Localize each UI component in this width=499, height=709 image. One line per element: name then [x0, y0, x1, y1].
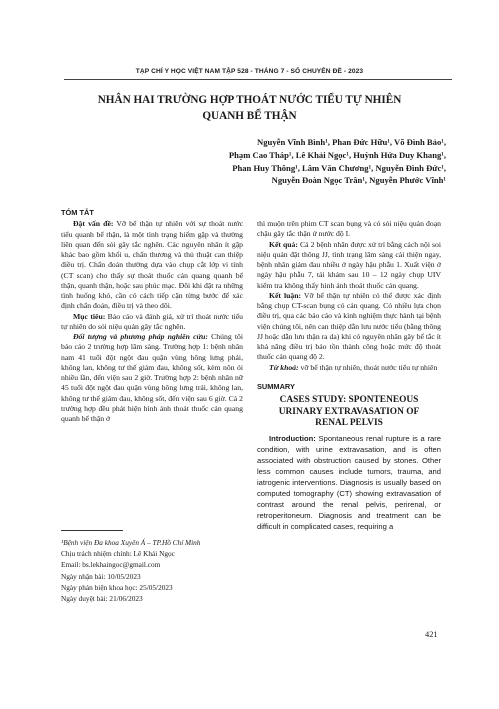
abstract-methods — [61, 332, 243, 424]
title-line-2: QUANH BỂ THẬN — [202, 110, 297, 122]
abstract-background — [61, 219, 243, 311]
responsible-author: Chịu trách nhiệm chính: Lê Khải Ngọc — [61, 549, 175, 559]
abstract-methods-continued: thì muộn trên phim CT scan bụng và có sỏi niệu quản đoạn chậu gây tắc thận ứ nước độ I. — [257, 219, 441, 239]
author-line: Nguyễn Đoàn Ngọc Trân¹, Nguyễn Phước Vĩnh¹ — [271, 175, 446, 186]
text-conclusion: Vỡ bể thận tự nhiên có thể được xác định bằng chụp CT-scan bụng có cản quang. Có nhiều lựa chọn điều trị, qua các báo cáo và kinh nghiệm thực hành tại bệnh viện chúng tôi, nên can thiệp dẫn lưu nước tiểu (bằng thông JJ hoặc dẫn lưu thận ra da) khi có nguyên nhân gây bế tắc ít khả năng điều trị bảo tồn thành công hoặc mức độ thoát thuốc cản quang độ 2. — [257, 290, 441, 362]
abstract-keywords — [257, 363, 441, 373]
summary-introduction — [257, 433, 441, 533]
author-line: Phạm Cao Tháp¹, Lê Khải Ngọc¹, Huỳnh Hứa Duy Khang¹, — [228, 149, 446, 160]
abstract-objective — [61, 312, 243, 333]
lead-methods: Đối tượng và phương pháp nghiên cứu: — [73, 332, 208, 341]
lead-introduction: Introduction: — [269, 433, 316, 443]
text-methods: Chúng tôi báo cáo 2 trường hợp lâm sàng. Trường hợp 1: bệnh nhân nam 41 tuổi đột ngột đau quặn vùng hông lưng phải, không lan, không tư thế giảm đau, không sốt, kèm nôn ói nhiều lần, đến viện sau 2 giờ. Trường hợp 2: bệnh nhân nữ 45 tuổi đột ngột đau quặn vùng hông lưng trái, không lan, không tư thế giảm đau, không sốt, đến viện sau 6 giờ. Cả 2 trường hợp đều phát hiện hình ảnh thoát thuốc cản quang quanh bể thận ở — [61, 332, 243, 423]
date-approved: Ngày duyệt bài: 21/06/2023 — [61, 594, 143, 604]
abstract-heading: TÓM TẮT — [61, 208, 94, 217]
lead-objective: Mục tiêu: — [73, 311, 106, 321]
lead-results: Kết quả: — [269, 239, 298, 249]
lead-conclusion: Kết luận: — [269, 290, 302, 300]
email: Email: bs.lekhaingoc@gmail.com — [61, 560, 161, 570]
date-received: Ngày nhận bài: 10/05/2023 — [61, 571, 141, 581]
abstract-column-right — [257, 219, 441, 532]
author-line: Nguyễn Vĩnh Bình¹, Phan Đức Hữu¹, Võ Đình Bảo¹, — [257, 137, 446, 147]
english-title-line-1: CASES STUDY: SPONTENEOUS — [279, 395, 419, 405]
lead-background: Đặt vấn đề: — [73, 219, 114, 229]
journal-header: TẠP CHÍ Y HỌC VIỆT NAM TẬP 528 - THÁNG 7 - SỐ CHUYÊN ĐỀ - 2023 — [135, 68, 364, 75]
author-list — [116, 136, 446, 187]
footnote-rule — [61, 530, 123, 531]
text-introduction: Spontaneous renal rupture is a rare condition, with urine extravasation, and is often associated with obstruction caused by stones. Other less common causes include tumors, trauma, and iatrogenic interventions. Diagnosis is usually based on computed tomography (CT) showing extravasation of contrast around the renal pelvis, perirenal, or retroperitoneum. Diagnosis and treatment can be difficult in complicated cases, requiring a — [257, 433, 441, 532]
date-reviewed: Ngày phản biện khoa học: 25/05/2023 — [61, 582, 173, 592]
text-objective: Báo cáo và đánh giá, xử trí thoát nước tiểu tự nhiên do sỏi niệu quản gây tắc nghẽn. — [61, 311, 243, 331]
text-keywords: vỡ bể thận tự nhiên, thoát nước tiểu tự nhiên — [298, 362, 438, 372]
english-title — [257, 395, 441, 430]
title-line-1: NHÂN HAI TRƯỜNG HỢP THOÁT NƯỚC TIỂU TỰ NHIÊN — [97, 94, 402, 106]
english-title-line-3: RENAL PELVIS — [315, 418, 383, 428]
affiliation: ¹Bệnh viện Đa khoa Xuyên Á – TP.Hồ Chí Minh — [61, 538, 201, 547]
footnotes — [61, 537, 243, 604]
lead-keywords: Từ khoá: — [269, 362, 299, 372]
summary-heading: SUMMARY — [257, 381, 295, 391]
text-background: Vỡ bể thận tự nhiên với sự thoát nước tiểu quanh bể thận, là một tình trạng hiếm gặp và thường liên quan đến sỏi gây tắc nghẽn. Các nguyên nhân ít gặp khác bao gồm khối u, chấn thương và thủ thuật can thiệp điều trị. Chẩn đoán thường dựa vào chụp cắt lớp vi tính (CT scan) cho thấy sự thoát thuốc cản quang quanh bể thận, quanh thận, hoặc sau phúc mạc. Đôi khi đặt ra những tình huống khó, cần có cách tiếp cận từng bước để xác định chẩn đoán, điều trị và theo dõi. — [61, 219, 243, 311]
author-line: Phan Huy Thông¹, Lâm Văn Chương¹, Nguyễn Đình Đức¹, — [232, 162, 446, 173]
article-title — [0, 92, 499, 124]
english-title-line-2: URINARY EXTRAVASATION OF — [278, 406, 420, 417]
page-number: 421 — [425, 630, 438, 639]
abstract-results — [257, 240, 441, 291]
abstract-column-left — [61, 208, 243, 424]
text-results: Cả 2 bệnh nhân được xử trí bằng cách nội soi niệu quản đặt thông JJ, tình trạng lâm sàng cải thiện ngay, bệnh nhân giảm đau nhiều ở ngày hậu phẫu 1. Xuất viện ở ngày hậu phẫu 7, tái khám sau 10 – 12 ngày chụp UIV kiểm tra không thấy hình ảnh thoát thuốc cản quang. — [257, 239, 442, 290]
abstract-conclusion — [257, 291, 441, 363]
header-rule — [64, 79, 452, 80]
